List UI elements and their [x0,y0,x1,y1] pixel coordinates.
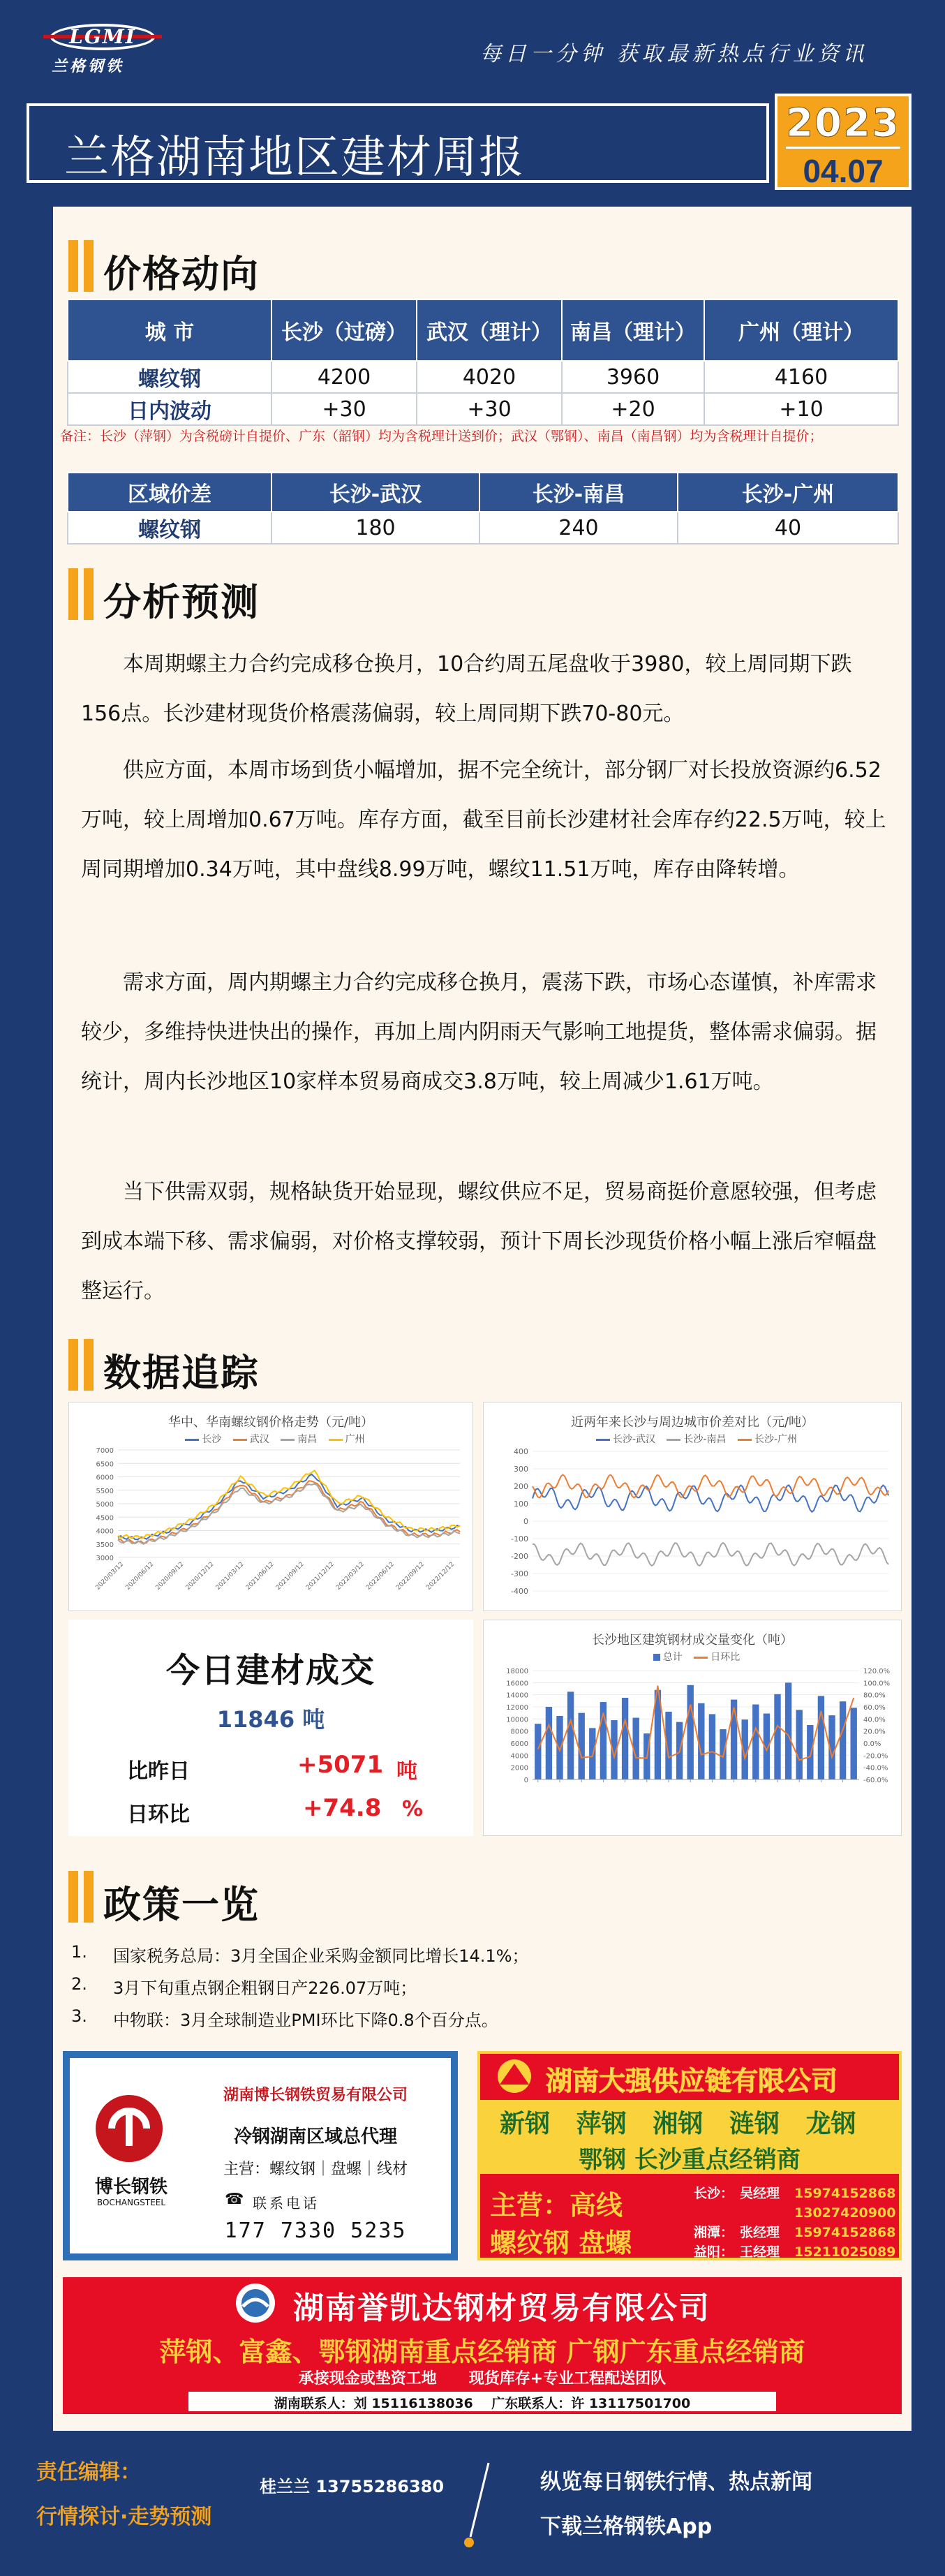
table-cell: 4160 [704,361,898,393]
col-header: 区域价差 [68,473,271,512]
trade-title: 今日建材成交 [165,1651,375,1690]
bochang-logo-icon [91,2090,168,2167]
slogan: 每日一分钟 获取最新热点行业资讯 [480,42,868,66]
y-tick-label: 16000 [506,1680,528,1688]
y-tick-label: 0 [523,1777,528,1784]
volume-bar [622,1698,628,1779]
lange-logo [43,21,162,75]
y-tick-label: -400 [511,1587,528,1596]
x-tick-label: 2021/12/12 [305,1561,336,1592]
x-tick-label: 2021/09/12 [274,1561,306,1592]
editor-contact: 桂兰兰 13755286380 [260,2477,445,2496]
policy-text: 3月下旬重点钢企粗钢日产226.07万吨； [113,1978,417,1998]
y-tick-label: 6000 [96,1474,114,1482]
y-tick-label: -100 [511,1534,528,1544]
volume-bar [731,1700,737,1779]
volume-bar [709,1714,715,1779]
analysis-paragraph: 本周期螺主力合约完成移仓换月，10合约周五尾盘收于3980，较上周同期下跌156点。长沙建材现货价格震荡偏弱，较上周同期下跌70-80元。 [81,652,852,726]
y2-tick-label: 120.0% [863,1668,891,1675]
table-cell: +10 [704,393,898,425]
y-tick-label: 7000 [96,1447,114,1455]
policy-number: 3. [71,2006,87,2026]
trade-volume: 11846 吨 [216,1706,325,1733]
y2-tick-label: 100.0% [863,1680,891,1688]
row-header: 螺纹钢 [68,361,271,393]
ad-yukaida[interactable] [63,2277,902,2414]
chart-title: 华中、华南螺纹钢价格走势（元/吨） [168,1415,374,1430]
policy-number: 2. [71,1974,87,1994]
spread-svg [484,1402,901,1611]
year: 2023 [786,101,900,146]
ad-daqiang[interactable] [477,2051,902,2260]
series-line-长沙-南昌 [533,1543,888,1566]
table-row [68,393,898,425]
section-title: 政策一览 [103,1883,260,1927]
x-tick-label: 2021/06/12 [244,1561,276,1592]
series-line-长沙-武汉 [533,1485,888,1511]
ratio-unit: % [402,1797,424,1821]
volume-bar [546,1707,552,1779]
series-line-南昌 [118,1484,460,1544]
y-tick-label: 8000 [510,1728,528,1736]
spread-table [67,472,899,545]
logo-subtitle: 兰格钢铁 [52,57,125,75]
volume-bar [567,1692,574,1779]
y-tick-label: 6000 [510,1740,528,1748]
table-row [68,361,898,393]
table-row [68,512,898,544]
ad1-company: 湖南博长钢铁贸易有限公司 [223,2087,408,2104]
footer-promo-line2: 下载兰格钢铁App [540,2515,713,2539]
title-box [27,103,769,183]
ad1-brand-en: BOCHANGSTEEL [96,2198,166,2207]
footer-promo-line1: 纵览每日钢铁行情、热点新闻 [540,2470,812,2494]
price-table-header [68,299,898,361]
col-header: 南昌（理计） [562,299,704,361]
trade-summary [68,1620,473,1836]
ad2-contact: 13027420900 [794,2205,896,2221]
table-cell: 180 [271,512,479,544]
legend-label: 总计 [662,1652,683,1663]
series-line-广州 [118,1470,460,1538]
policy-text: 国家税务总局：3月全国企业采购金额同比增长14.1%； [113,1946,529,1966]
logo-letters: LGMI [69,25,136,48]
volume-bar [535,1724,541,1779]
x-tick-label: 2022/06/12 [365,1561,396,1592]
col-header: 长沙-武汉 [271,473,479,512]
price-note: 备注：长沙（萍钢）为含税磅计自提价、广东（韶钢）均为含税理计送到价；武汉（鄂钢）、南昌（南昌钢）均为含税理计自提价； [60,429,823,444]
ad3-company: 湖南誉凯达钢材贸易有限公司 [293,2290,710,2326]
heading-bar-icon [68,568,78,620]
heading-bar-icon [68,1871,78,1923]
table-cell: 4200 [271,361,417,393]
row-header: 日内波动 [68,393,271,425]
price-trend-svg [69,1402,472,1611]
volume-bar [785,1682,791,1779]
volume-bar [818,1696,824,1779]
ad2-contact: 益阳： 王经理 15211025089 [694,2244,896,2260]
table-cell: +20 [562,393,704,425]
daqiang-logo-icon [490,2057,539,2096]
table-cell: 3960 [562,361,704,393]
y-tick-label: 3000 [96,1555,114,1562]
section-title: 分析预测 [103,580,260,624]
vs-yesterday-unit: 吨 [396,1759,417,1784]
ad2-company: 湖南大强供应链有限公司 [546,2066,838,2096]
ad2-brand: 湘钢 [653,2110,704,2138]
ratio-line [538,1686,854,1761]
y-tick-label: 10000 [506,1716,528,1724]
ad2-contact: 长沙： 吴经理 15974152868 [694,2186,896,2201]
legend-label: 长沙-武汉 [612,1434,656,1445]
page-title: 兰格湖南地区建材周报 [64,132,525,184]
editor-label: 责任编辑： [36,2460,141,2485]
volume-bar [796,1710,803,1779]
y-tick-label: 4500 [96,1514,114,1523]
series-line-长沙 [118,1474,460,1539]
ad2-contact: 湘潭： 张经理 15974152868 [694,2225,896,2240]
policy-number: 1. [71,1942,87,1962]
col-header: 武汉（理计） [417,299,562,361]
y-tick-label: 18000 [506,1668,528,1675]
chart-title: 长沙地区建筑钢材成交量变化（吨） [592,1633,793,1648]
y-tick-label: 5000 [96,1501,114,1509]
y2-tick-label: 40.0% [863,1716,886,1724]
table-cell: 4020 [417,361,562,393]
table-cell: +30 [417,393,562,425]
heading-bar-icon [84,1339,94,1391]
price-trend-chart [68,1402,473,1611]
volume-bar [687,1685,694,1779]
ad1-line1: 冷钢湖南区域总代理 [233,2126,397,2147]
ad1-brand: 博长钢铁 [94,2177,168,2198]
col-header: 长沙-南昌 [479,473,678,512]
analysis-paragraph: 当下供需双弱，规格缺货开始显现，螺纹供应不足，贸易商挺价意愿较强，但考虑到成本端下移、需求偏弱，对价格支撑较弱，预计下周长沙现货价格小幅上涨后窄幅盘整运行。 [81,1180,877,1303]
ad3-line1: 萍钢、富鑫、鄂钢湖南重点经销商 广钢广东重点经销商 [159,2337,805,2367]
legend-label: 武汉 [249,1434,269,1445]
ad2-brands-row1 [500,2104,856,2140]
y-tick-label: 4000 [96,1527,114,1536]
y-tick-label: 100 [514,1500,528,1509]
y-tick-label: -200 [511,1552,528,1561]
y-tick-label: 3500 [96,1541,114,1549]
col-header: 广州（理计） [704,299,898,361]
ad2-brand: 龙钢 [805,2110,856,2138]
section-title: 数据追踪 [103,1351,260,1395]
heading-bar-icon [84,240,94,292]
y-tick-label: 5500 [96,1487,114,1495]
y-tick-label: 12000 [506,1704,528,1712]
date: 04.07 [803,153,884,189]
price-table [67,299,899,426]
volume-bar [752,1705,759,1779]
volume-bar [851,1708,857,1779]
y-tick-label: 6500 [96,1460,114,1469]
x-tick-label: 2020/09/12 [154,1561,186,1592]
section-title: 价格动向 [103,252,260,296]
x-tick-label: 2022/09/12 [395,1561,426,1592]
vs-yesterday-label: 比昨日 [127,1759,190,1784]
ad1-line2: 主营：螺纹钢｜盘螺｜线材 [223,2161,408,2178]
y-tick-label: -300 [511,1569,528,1578]
date-badge [775,94,911,190]
ad2-brands-row2: 鄂钢 长沙重点经销商 [579,2146,801,2174]
y2-tick-label: 20.0% [863,1728,886,1736]
ad3-contact: 湖南联系人：刘 15116138036 广东联系人：许 13117501700 [274,2396,691,2411]
page-header [0,0,945,188]
y-tick-label: 14000 [506,1692,528,1700]
volume-svg [484,1620,901,1835]
ad3-line2: 承接现金或垫资工地 现货库存+专业工程配送团队 [298,2370,667,2388]
ad-bochang-inner [70,2058,451,2253]
ad2-main-label2: 螺纹钢 盘螺 [490,2228,632,2258]
volume-bar [807,1725,813,1779]
col-header: 长沙-广州 [678,473,898,512]
date-divider [786,147,900,149]
ad1-contact-label: 联系电话 [253,2195,320,2212]
heading-bar-icon [68,240,78,292]
y2-tick-label: -60.0% [863,1777,888,1784]
x-tick-label: 2020/12/12 [184,1561,216,1592]
chart-title: 近两年来长沙与周边城市价差对比（元/吨） [570,1415,814,1430]
ad1-phone: 177 7330 5235 [224,2219,407,2243]
pen-divider-icon [461,2460,496,2551]
x-tick-label: 2020/06/12 [124,1561,156,1592]
yukaida-logo-icon [228,2280,283,2326]
col-header: 城 市 [68,299,271,361]
y-tick-label: 200 [514,1482,528,1491]
ad2-brand: 涟钢 [729,2110,780,2138]
vs-yesterday-value: +5071 [297,1751,384,1779]
ad-bochang[interactable] [63,2051,458,2260]
legend-label: 南昌 [297,1434,318,1445]
legend-label: 长沙-南昌 [683,1434,727,1445]
x-tick-label: 2021/03/12 [214,1561,246,1592]
spread-table-header [68,473,898,512]
y-tick-label: 4000 [510,1752,528,1761]
y-tick-label: 300 [514,1465,528,1474]
analysis-paragraph: 供应方面，本周市场到货小幅增加，据不完全统计，部分钢厂对长投放资源约6.52万吨，较上周增加0.67万吨。库存方面，截至目前长沙建材社会库存约22.5万吨，较上周同期增加0.34万吨，其中盘线8.99万吨，螺纹11.51万吨，库存由降转增。 [81,758,886,882]
volume-chart [483,1620,902,1836]
page-footer [0,2439,945,2576]
ad2-main-label: 主营：高线 [490,2190,623,2221]
y-tick-label: 400 [514,1447,528,1456]
heading-bar-icon [84,568,94,620]
ad2-brand: 萍钢 [576,2110,627,2138]
volume-bar [579,1713,585,1779]
y2-tick-label: -20.0% [863,1752,888,1761]
table-cell: 240 [479,512,678,544]
analysis-paragraph: 需求方面，周内期螺主力合约完成移仓换月，震荡下跌，市场心态谨慎，补库需求较少，多维持快进快出的操作，再加上周内阴雨天气影响工地提货，整体需求偏弱。据统计，周内长沙地区10家样本贸易商成交3.8万吨，较上周减少1.61万吨。 [81,970,877,1094]
table-cell: +30 [271,393,417,425]
legend-label: 长沙 [202,1434,222,1445]
y-tick-label: 2000 [510,1764,528,1772]
phone-icon: ☎ [225,2191,244,2208]
table-cell: 40 [678,512,898,544]
ad2-brand: 新钢 [500,2110,551,2138]
legend-label: 广州 [345,1434,365,1445]
policy-text: 中物联：3月全球制造业PMI环比下降0.8个百分点。 [113,2011,498,2030]
volume-bar [556,1716,563,1779]
main-card [53,207,911,2431]
y2-tick-label: -40.0% [863,1764,888,1772]
footer-tagline: 行情探讨·走势预测 [36,2505,212,2529]
volume-bar [774,1694,780,1779]
x-tick-label: 2022/12/12 [425,1561,456,1592]
row-header: 螺纹钢 [68,512,271,544]
legend-label: 日环比 [710,1652,741,1663]
ad2-contacts [694,2184,898,2262]
ratio-value: +74.8 [303,1794,382,1822]
ratio-label: 日环比 [127,1803,190,1827]
legend-label: 长沙-广州 [754,1434,798,1445]
y2-tick-label: 80.0% [863,1692,886,1700]
heading-bar-icon [68,1339,78,1391]
spread-chart [483,1402,902,1611]
y2-tick-label: 0.0% [863,1740,881,1748]
x-tick-label: 2022/03/12 [335,1561,366,1592]
y2-tick-label: 60.0% [863,1704,886,1712]
volume-bar [840,1701,846,1779]
x-tick-label: 2020/03/12 [94,1561,126,1592]
y-tick-label: 0 [523,1517,528,1526]
heading-bar-icon [84,1871,94,1923]
col-header: 长沙（过磅） [271,299,417,361]
